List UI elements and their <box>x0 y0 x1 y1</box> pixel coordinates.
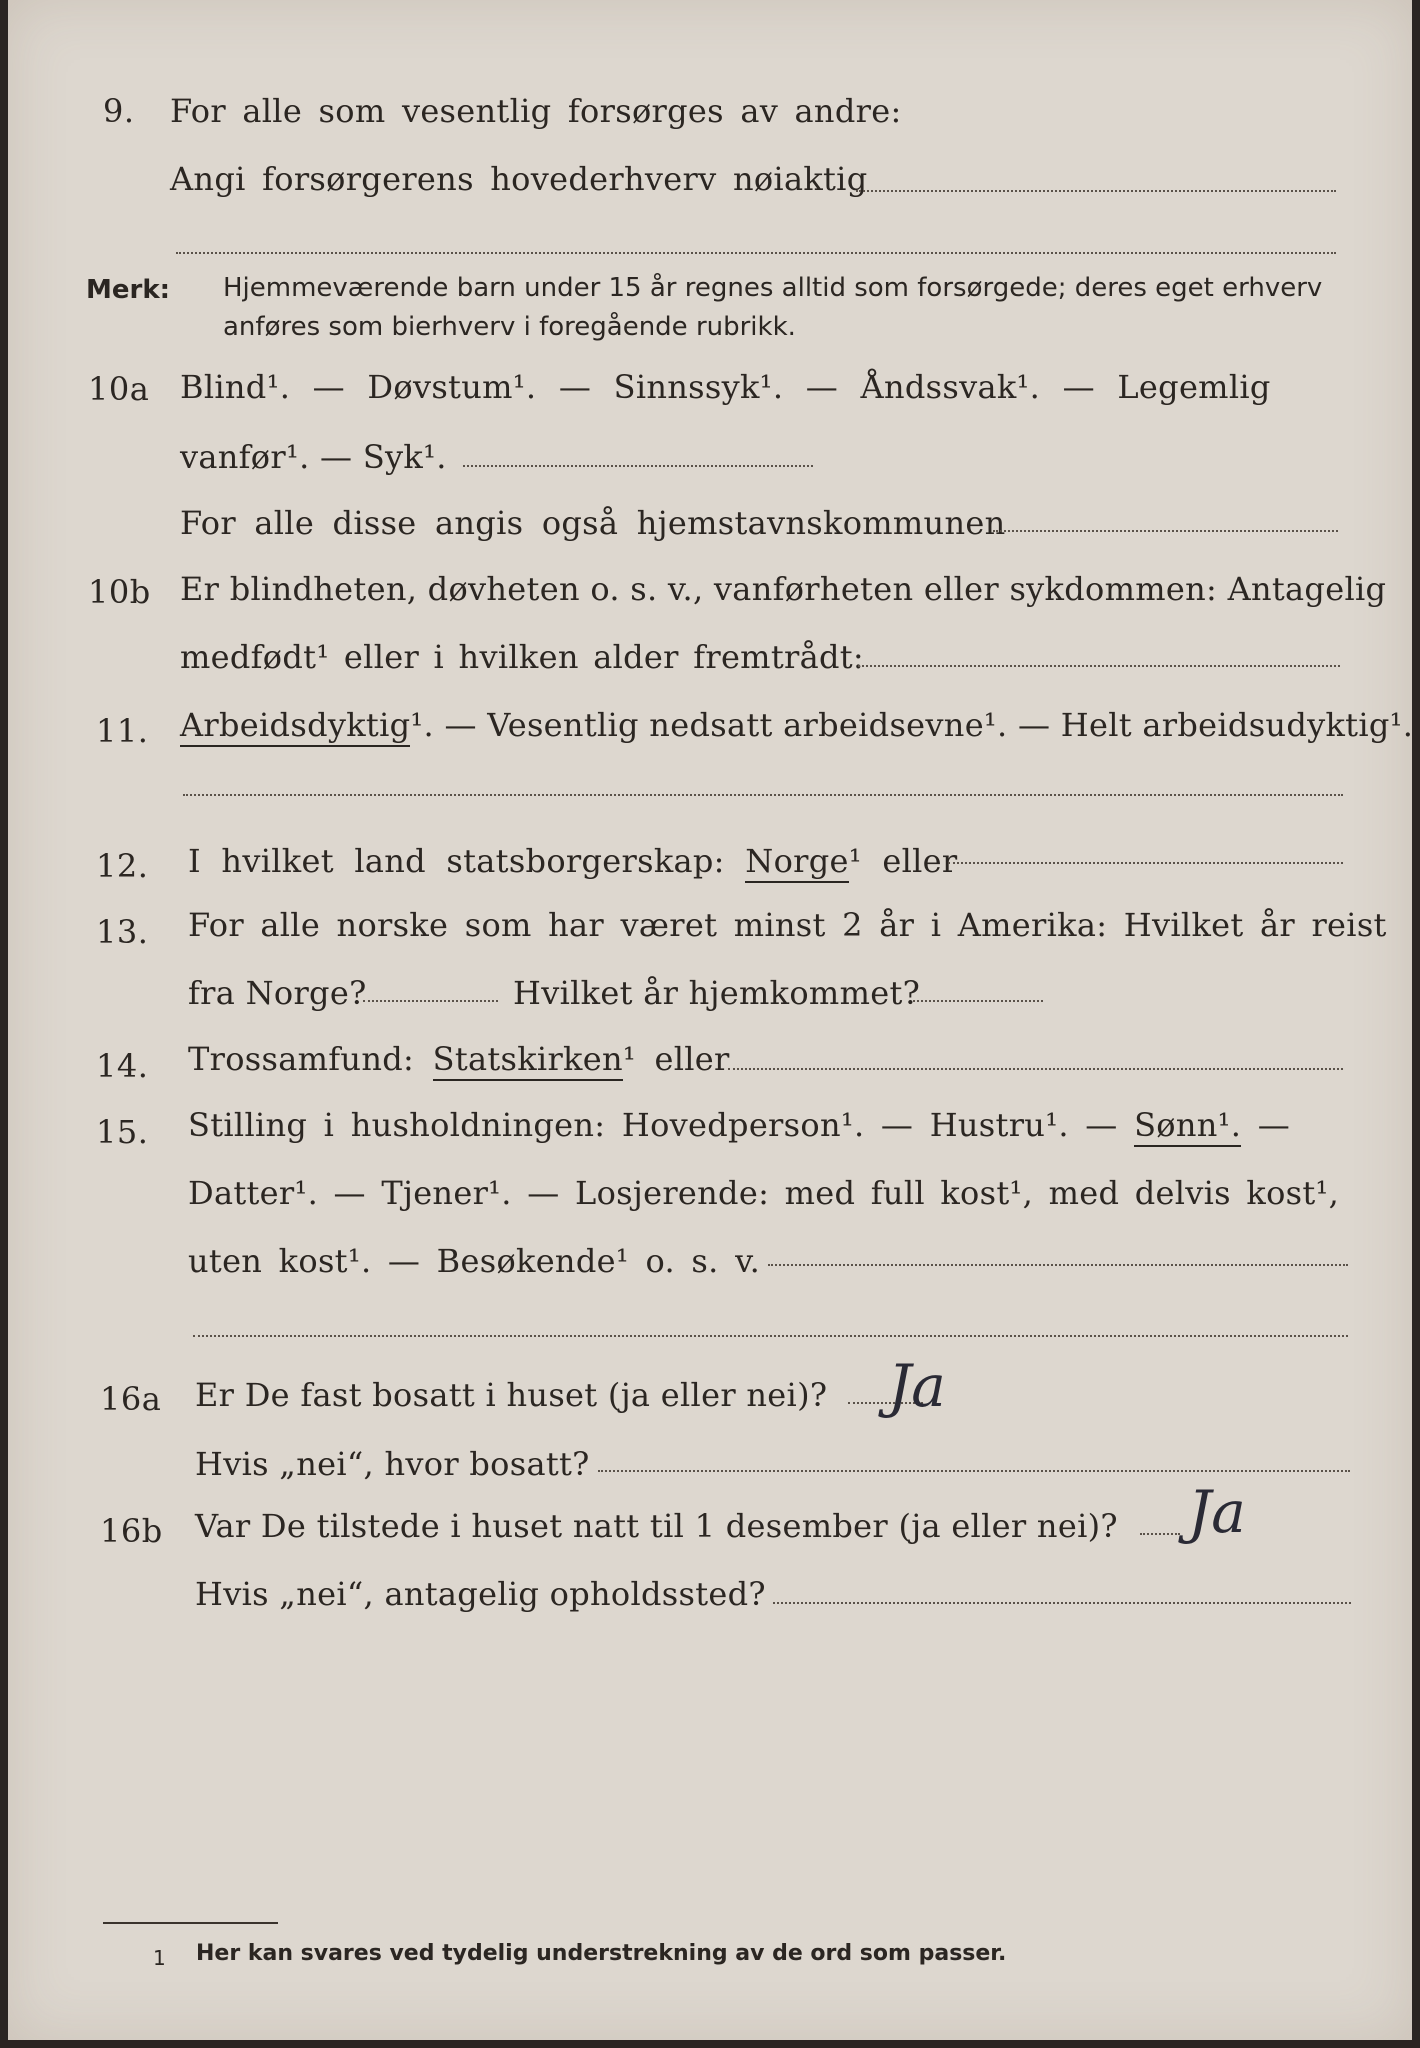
q9-answer-line-2 <box>176 252 1336 254</box>
q10a-answer-line <box>463 465 813 467</box>
q14-rest: ¹ eller <box>622 1040 730 1078</box>
q15-line3: uten kost¹. — Besøkende¹ o. s. v. <box>188 1242 761 1280</box>
q15-answer-line-2 <box>193 1335 1348 1337</box>
q14-lead: Trossamfund: <box>188 1040 415 1078</box>
q9-line2: Angi forsørgerens hovederhverv nøiaktig <box>170 160 868 198</box>
q13-number: 13. <box>96 913 149 951</box>
q15-line1c: — <box>1257 1106 1291 1144</box>
q10b-number: 10b <box>88 573 151 611</box>
q15-line1 <box>188 1106 1290 1144</box>
q14-answer-line <box>728 1068 1343 1070</box>
q15-line2: Datter¹. — Tjener¹. — Losjerende: med full kost¹, med delvis kost¹, <box>188 1174 1340 1212</box>
q12-number: 12. <box>96 847 149 885</box>
q9-line1: For alle som vesentlig forsørges av andre: <box>170 92 902 130</box>
q11-number: 11. <box>96 712 149 750</box>
q10a-line3: For alle disse angis også hjemstavnskommunen <box>180 504 1006 542</box>
q16b-opholdssted-line <box>773 1602 1351 1604</box>
merk-line1: Hjemmeværende barn under 15 år regnes alltid som forsørgede; deres eget erhverv <box>223 273 1323 303</box>
q13-reist-line <box>363 1000 498 1002</box>
q15-option-underlined: Sønn¹. <box>1134 1106 1241 1147</box>
q13-line2a: fra Norge? <box>188 974 367 1012</box>
q12-option-underlined: Norge <box>745 842 848 883</box>
footnote-number: 1 <box>153 1946 166 1970</box>
q10a-hjemstavn-line <box>993 530 1338 532</box>
q15-number: 15. <box>96 1113 149 1151</box>
q14-number: 14. <box>96 1047 149 1085</box>
q14-line <box>188 1040 730 1078</box>
q16b-handwritten-answer: Ja <box>1188 1478 1246 1546</box>
q16a-handwritten-answer: Ja <box>888 1352 946 1420</box>
q12-rest: ¹ eller <box>848 842 958 880</box>
q16a-bosatt-line <box>598 1470 1350 1472</box>
q10b-answer-line <box>858 665 1340 667</box>
q13-hjemkommet-line <box>913 1000 1043 1002</box>
q16b-answer-line <box>1140 1533 1180 1535</box>
q10a-line2: vanfør¹. — Syk¹. <box>180 438 447 476</box>
q12-line <box>188 842 958 880</box>
q10b-line1: Er blindheten, døvheten o. s. v., vanførheten eller sykdommen: Antagelig <box>180 570 1387 608</box>
q10a-number: 10a <box>88 370 150 408</box>
q11-answer-line <box>183 794 1343 796</box>
q10b-line2: medfødt¹ eller i hvilken alder fremtrådt: <box>180 638 864 676</box>
q9-answer-line <box>856 190 1336 192</box>
q16b-line1: Var De tilstede i huset natt til 1 desember (ja eller nei)? <box>195 1507 1118 1545</box>
q9-number: 9. <box>103 92 135 130</box>
q16b-line2: Hvis „nei“, antagelig opholdssted? <box>195 1575 766 1613</box>
q10a-line1: Blind¹. — Døvstum¹. — Sinnssyk¹. — Åndssvak¹. — Legemlig <box>180 368 1271 406</box>
census-form-page <box>8 0 1412 2040</box>
q11-option-underlined: Arbeidsdyktig <box>180 706 410 747</box>
footnote-text: Her kan svares ved tydelig understrekning av de ord som passer. <box>196 1941 1007 1966</box>
q12-lead: I hvilket land statsborgerskap: <box>188 842 725 880</box>
q16a-line1: Er De fast bosatt i huset (ja eller nei)? <box>195 1376 828 1414</box>
q12-answer-line <box>948 862 1343 864</box>
q15-answer-line <box>768 1264 1348 1266</box>
q15-line1a: Stilling i husholdningen: Hovedperson¹. — Hustru¹. — <box>188 1106 1118 1144</box>
q13-line1: For alle norske som har været minst 2 år i Amerika: Hvilket år reist <box>188 906 1387 944</box>
q11-line <box>180 706 1413 744</box>
footnote-rule <box>103 1922 278 1924</box>
q14-option-underlined: Statskirken <box>433 1040 623 1081</box>
merk-line2: anføres som bierhverv i foregående rubrikk. <box>223 312 796 342</box>
q16a-number: 16a <box>100 1380 162 1418</box>
q13-line2b: Hvilket år hjemkommet? <box>513 974 921 1012</box>
q16b-number: 16b <box>100 1512 163 1550</box>
merk-label: Merk: <box>86 275 171 305</box>
q16a-line2: Hvis „nei“, hvor bosatt? <box>195 1445 590 1483</box>
q11-rest: ¹. — Vesentlig nedsatt arbeidsevne¹. — Helt arbeidsudyktig¹. <box>410 706 1414 744</box>
